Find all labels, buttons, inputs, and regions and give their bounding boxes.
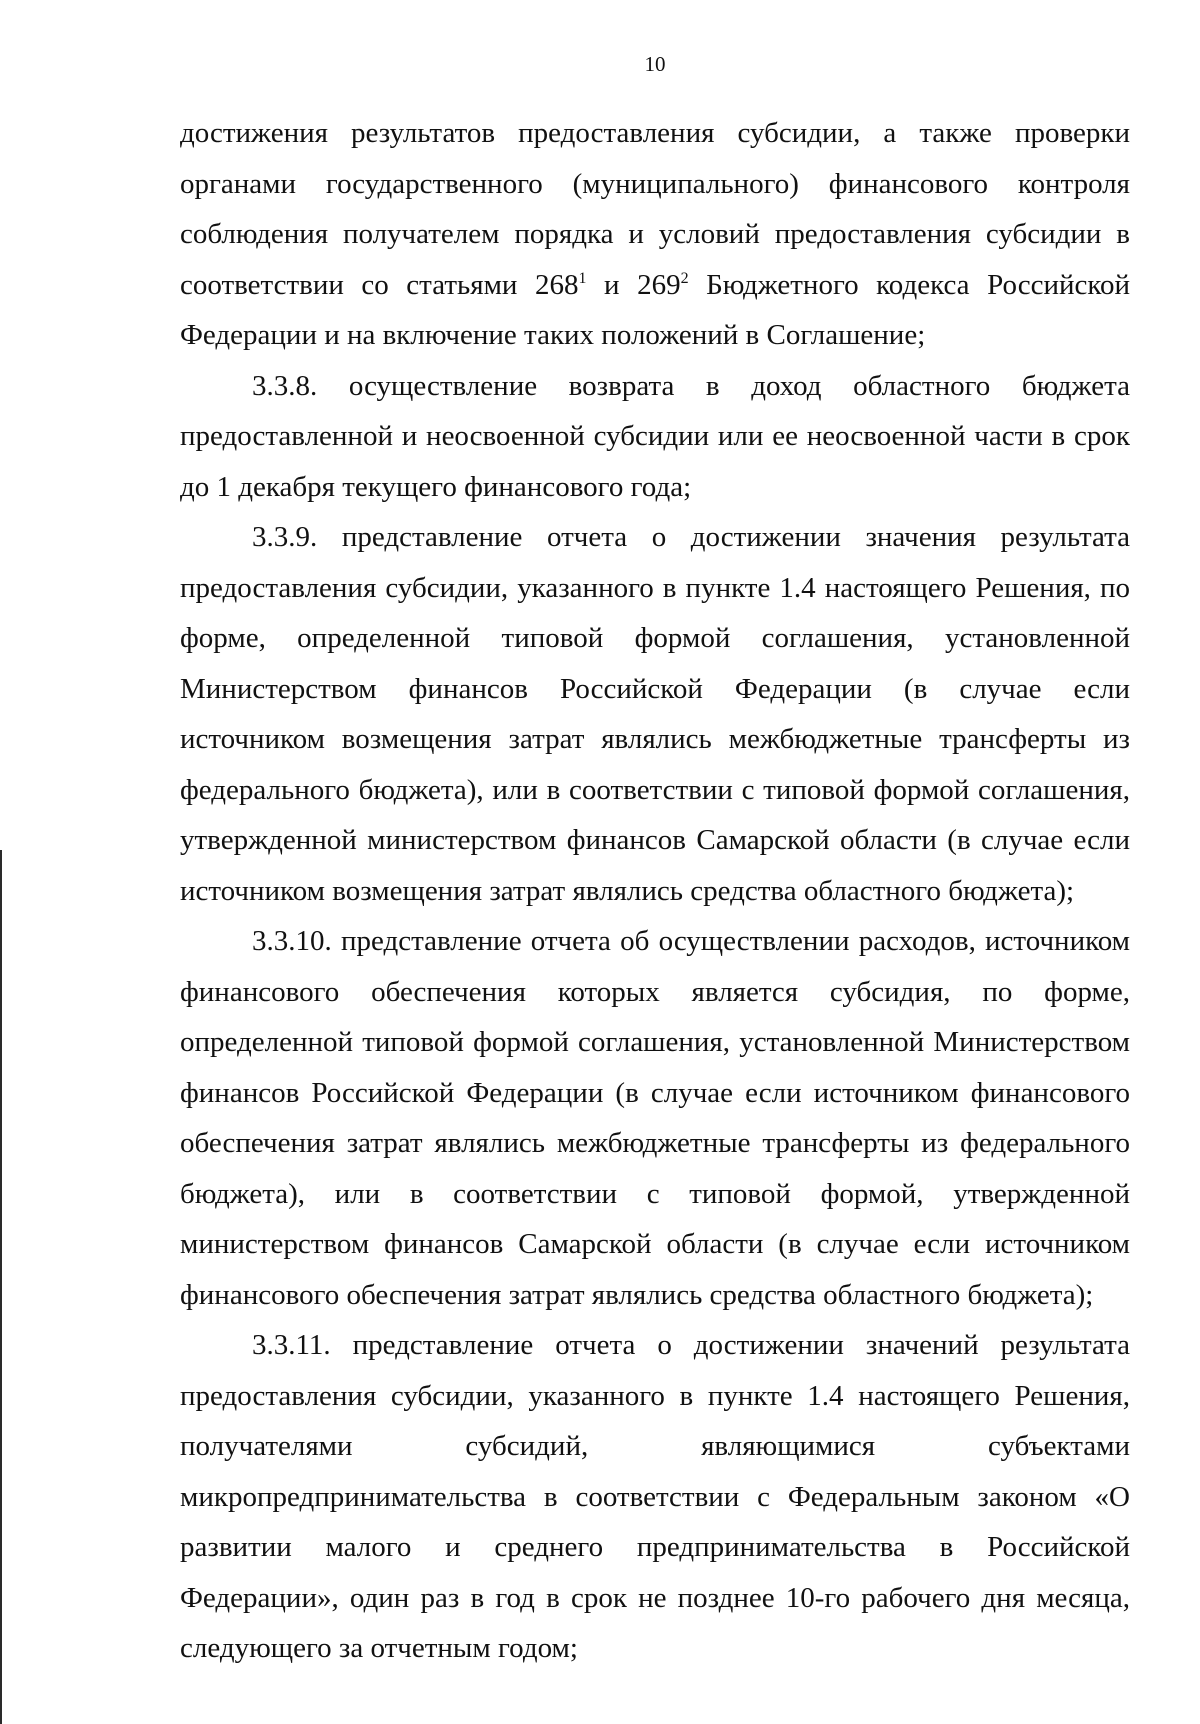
paragraph-3-3-8: 3.3.8. осуществление возврата в доход областного бюджета предоставленной и неосвоенной субсидии или ее неосвоенной части в срок до 1 декабря текущего финансового года;: [180, 369, 1130, 503]
paragraph-text: достижения результатов предоставления субсидии, а также проверки органами государственного (муниципального) финансового контроля соблюдения получателем порядка и условий предоставления субсидии в соответствии со статьями 268: [180, 117, 1130, 301]
paragraph-text: и 269: [586, 268, 681, 301]
page-number: 10: [644, 52, 666, 76]
paragraph-3-3-10: 3.3.10. представление отчета об осуществлении расходов, источником финансового обеспечения которых является субсидия, по форме, определенной типовой формой соглашения, установленной Министерством финансов Российской Федерации (в случае если источником финансового обеспечения затрат являлись межбюджетные трансферты из федерального бюджета), или в соответствии с типовой формой, утвержденной министерством финансов Самарской области (в случае если источником финансового обеспечения затрат являлись средства областного бюджета);: [180, 925, 1130, 1311]
paragraph-3-3-9: 3.3.9. представление отчета о достижении значения результата предоставления субсидии, указанного в пункте 1.4 настоящего Решения, по форме, определенной типовой формой соглашения, установленной Министерством финансов Российской Федерации (в случае если источником возмещения затрат являлись межбюджетные трансферты из федерального бюджета), или в соответствии с типовой формой соглашения, утвержденной министерством финансов Самарской области (в случае если источником возмещения затрат являлись средства областного бюджета);: [180, 521, 1130, 907]
document-body: [180, 108, 1130, 1674]
footnote-superscript: 2: [680, 269, 689, 287]
paragraph-continuation: [180, 108, 1130, 361]
footnote-superscript: 1: [578, 269, 587, 287]
scan-edge-line: [0, 850, 2, 1724]
paragraph-text: Бюджетного кодекса Российской Федерации и на включение таких положений в Соглашение;: [180, 268, 1130, 351]
paragraph-3-3-11: 3.3.11. представление отчета о достижении значений результата предоставления субсидии, указанного в пункте 1.4 настоящего Решения, получателями субсидий, являющимися субъектами микропредпринимательства в соответствии с Федеральным законом «О развитии малого и среднего предпринимательства в Российской Федерации», один раз в год в срок не позднее 10-го рабочего дня месяца, следующего за отчетным годом;: [180, 1329, 1130, 1664]
